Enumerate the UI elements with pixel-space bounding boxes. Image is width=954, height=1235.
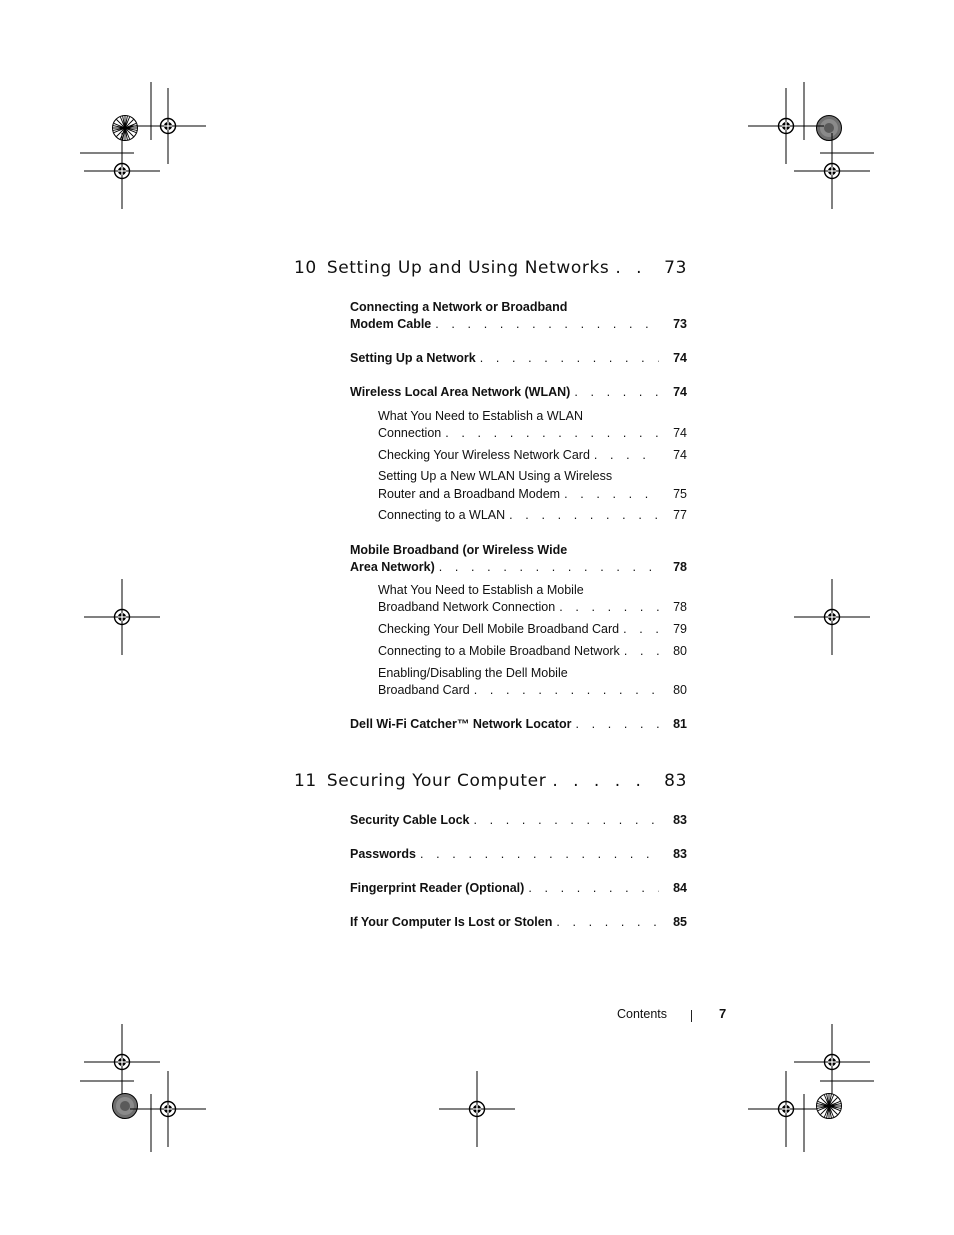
toc-subentry-wlan-requirements[interactable]: [378, 425, 687, 442]
dot-leader: [624, 643, 659, 660]
toc-subentry-line1: What You Need to Establish a WLAN: [378, 409, 583, 423]
toc-subentry-line1: Setting Up a New WLAN Using a Wireless: [378, 469, 613, 483]
entry-page: 83: [673, 813, 687, 827]
footer-divider: [691, 1010, 692, 1022]
dot-leader: [474, 812, 660, 829]
toc-subentry-new-wlan-router[interactable]: [378, 486, 687, 503]
dot-leader: [420, 846, 659, 863]
entry-page: 81: [673, 717, 687, 731]
toc-entry-lost-or-stolen[interactable]: [350, 914, 687, 931]
chapter-title: Setting Up and Using Networks: [326, 258, 610, 278]
toc-entry-connecting-network-cable[interactable]: [350, 316, 687, 333]
toc-subentry-line1: Enabling/Disabling the Dell Mobile: [378, 666, 568, 680]
chapter-number: 11: [294, 771, 317, 791]
toc-entry-line1: Connecting a Network or Broadband: [350, 300, 568, 314]
dot-leader: [574, 384, 659, 401]
entry-title: Connection: [378, 426, 442, 440]
dot-leader: [509, 507, 659, 524]
entry-page: 77: [673, 508, 687, 522]
chapter-title: Securing Your Computer: [326, 771, 547, 791]
entry-title: Router and a Broadband Modem: [378, 487, 561, 501]
entry-page: 74: [673, 426, 687, 440]
toc-entry-line1: Mobile Broadband (or Wireless Wide: [350, 543, 568, 557]
entry-page: 80: [673, 683, 687, 697]
dot-leader: [564, 486, 659, 503]
dot-leader: [435, 316, 659, 333]
entry-title: Modem Cable: [350, 317, 432, 331]
entry-title: Area Network): [350, 560, 435, 574]
toc-subentry-line1: What You Need to Establish a Mobile: [378, 583, 584, 597]
toc-subentry-connecting-wlan[interactable]: [378, 507, 687, 524]
chapter-page: 83: [664, 771, 687, 791]
dot-leader: [528, 880, 659, 897]
entry-page: 74: [673, 351, 687, 365]
entry-title: Security Cable Lock: [350, 813, 470, 827]
footer-page-number: 7: [719, 1006, 727, 1021]
chapter-number: 10: [294, 258, 317, 278]
toc-entry-fingerprint-reader[interactable]: [350, 880, 687, 897]
dot-leader: [445, 425, 659, 442]
dot-leader: [559, 599, 659, 616]
entry-title: Dell Wi-Fi Catcher™ Network Locator: [350, 717, 572, 731]
toc-entry-setting-up-network[interactable]: [350, 350, 687, 367]
entry-page: 83: [673, 847, 687, 861]
entry-title: Fingerprint Reader (Optional): [350, 881, 525, 895]
entry-title: If Your Computer Is Lost or Stolen: [350, 915, 553, 929]
dot-leader: [615, 258, 658, 278]
toc-entry-mobile-broadband[interactable]: [350, 559, 687, 576]
footer-section-label: Contents: [617, 1007, 668, 1021]
entry-page: 74: [673, 448, 687, 462]
toc-entry-wifi-catcher[interactable]: [350, 716, 687, 733]
toc-entry-passwords[interactable]: [350, 846, 687, 863]
dot-leader: [594, 447, 659, 464]
toc-entry-security-cable-lock[interactable]: [350, 812, 687, 829]
toc-chapter-10[interactable]: [294, 258, 687, 278]
toc-chapter-11[interactable]: [294, 771, 687, 791]
entry-page: 73: [673, 317, 687, 331]
dot-leader: [556, 914, 659, 931]
dot-leader: [575, 716, 659, 733]
dot-leader: [552, 771, 658, 791]
chapter-page: 73: [664, 258, 687, 278]
entry-page: 74: [673, 385, 687, 399]
toc-subentry-checking-wireless-card[interactable]: [378, 447, 687, 464]
toc-entry-wlan[interactable]: [350, 384, 687, 401]
entry-title: Checking Your Dell Mobile Broadband Card: [378, 622, 620, 636]
toc-subentry-enabling-mobile-card[interactable]: [378, 682, 687, 699]
entry-page: 85: [673, 915, 687, 929]
dot-leader: [480, 350, 659, 367]
entry-page: 75: [673, 487, 687, 501]
entry-page: 80: [673, 644, 687, 658]
entry-title: Wireless Local Area Network (WLAN): [350, 385, 571, 399]
entry-title: Setting Up a Network: [350, 351, 476, 365]
entry-title: Broadband Network Connection: [378, 600, 556, 614]
entry-title: Connecting to a WLAN: [378, 508, 506, 522]
entry-page: 79: [673, 622, 687, 636]
dot-leader: [623, 621, 659, 638]
dot-leader: [439, 559, 659, 576]
toc-subentry-connecting-mobile-network[interactable]: [378, 643, 687, 660]
entry-title: Passwords: [350, 847, 417, 861]
entry-page: 78: [673, 600, 687, 614]
dot-leader: [474, 682, 659, 699]
toc-subentry-checking-mobile-card[interactable]: [378, 621, 687, 638]
entry-title: Broadband Card: [378, 683, 470, 697]
entry-page: 84: [673, 881, 687, 895]
entry-title: Checking Your Wireless Network Card: [378, 448, 590, 462]
toc-subentry-mobile-requirements[interactable]: [378, 599, 687, 616]
entry-page: 78: [673, 560, 687, 574]
entry-title: Connecting to a Mobile Broadband Network: [378, 644, 620, 658]
